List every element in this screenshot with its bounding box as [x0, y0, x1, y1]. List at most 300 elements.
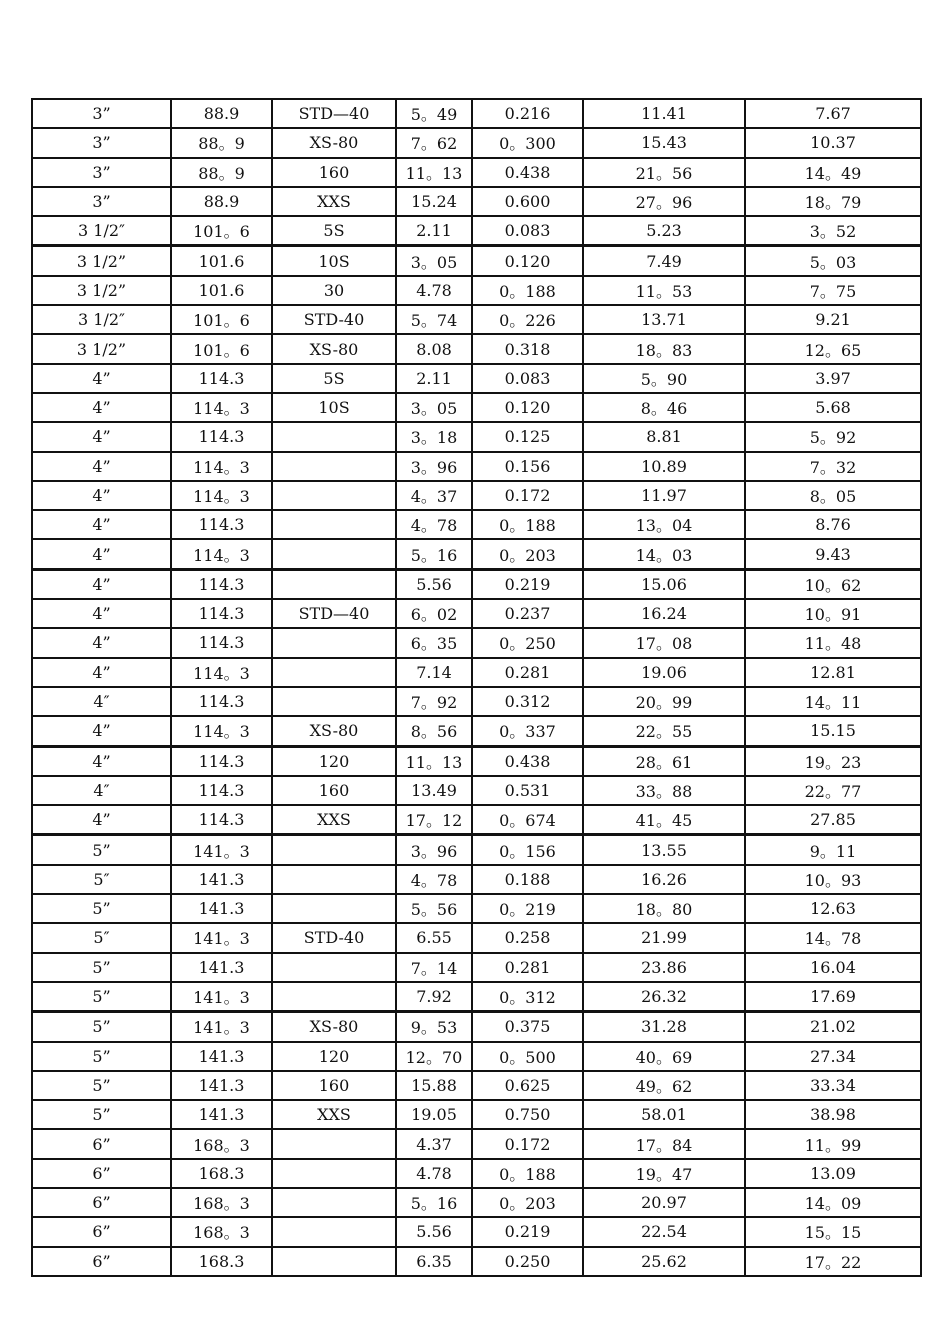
schedule-cell: XS-80 — [272, 128, 396, 157]
schedule-cell: STD—40 — [272, 599, 396, 628]
nominal-size-cell: 5” — [32, 894, 171, 923]
schedule-cell: 10S — [272, 393, 396, 422]
weight-a-cell: 5.23 — [583, 216, 745, 246]
schedule-cell: XS-80 — [272, 1012, 396, 1042]
wall-thickness-mm-cell: 7.92 — [396, 982, 472, 1012]
weight-b-cell: 27.85 — [745, 805, 921, 835]
outer-diameter-cell: 101。6 — [171, 216, 272, 246]
outer-diameter-cell: 114.3 — [171, 776, 272, 805]
nominal-size-cell: 5″ — [32, 923, 171, 952]
nominal-size-cell: 4” — [32, 805, 171, 835]
weight-a-cell: 11.97 — [583, 481, 745, 510]
wall-thickness-in-cell: 0.216 — [472, 99, 583, 128]
schedule-cell — [272, 628, 396, 657]
table-row — [32, 128, 921, 157]
outer-diameter-cell: 114.3 — [171, 805, 272, 835]
weight-b-cell: 14。49 — [745, 158, 921, 187]
weight-a-cell: 5。90 — [583, 364, 745, 393]
nominal-size-cell: 3” — [32, 99, 171, 128]
nominal-size-cell: 4” — [32, 422, 171, 451]
nominal-size-cell: 4” — [32, 628, 171, 657]
weight-b-cell: 17。22 — [745, 1247, 921, 1276]
table-row — [32, 276, 921, 305]
table-row — [32, 894, 921, 923]
wall-thickness-mm-cell: 15.24 — [396, 187, 472, 216]
schedule-cell — [272, 510, 396, 539]
weight-a-cell: 13.55 — [583, 835, 745, 865]
schedule-cell — [272, 569, 396, 599]
outer-diameter-cell: 114。3 — [171, 658, 272, 687]
weight-b-cell: 8.76 — [745, 510, 921, 539]
table-row — [32, 628, 921, 657]
wall-thickness-in-cell: 0。203 — [472, 539, 583, 569]
weight-a-cell: 20.97 — [583, 1188, 745, 1217]
schedule-cell: STD-40 — [272, 305, 396, 334]
wall-thickness-in-cell: 0.438 — [472, 158, 583, 187]
wall-thickness-in-cell: 0.120 — [472, 246, 583, 276]
weight-a-cell: 13。04 — [583, 510, 745, 539]
schedule-cell: 5S — [272, 364, 396, 393]
weight-b-cell: 10。62 — [745, 569, 921, 599]
wall-thickness-in-cell: 0.625 — [472, 1071, 583, 1100]
wall-thickness-in-cell: 0。203 — [472, 1188, 583, 1217]
table-row — [32, 805, 921, 835]
wall-thickness-in-cell: 0.438 — [472, 746, 583, 776]
wall-thickness-mm-cell: 13.49 — [396, 776, 472, 805]
outer-diameter-cell: 114。3 — [171, 481, 272, 510]
outer-diameter-cell: 141。3 — [171, 1012, 272, 1042]
nominal-size-cell: 5” — [32, 953, 171, 982]
schedule-cell — [272, 1217, 396, 1246]
schedule-cell: 160 — [272, 158, 396, 187]
nominal-size-cell: 5” — [32, 1071, 171, 1100]
weight-a-cell: 15.43 — [583, 128, 745, 157]
table-row — [32, 716, 921, 746]
table-row — [32, 246, 921, 276]
wall-thickness-in-cell: 0。250 — [472, 628, 583, 657]
outer-diameter-cell: 114.3 — [171, 599, 272, 628]
wall-thickness-in-cell: 0。312 — [472, 982, 583, 1012]
wall-thickness-mm-cell: 17。12 — [396, 805, 472, 835]
table-row — [32, 687, 921, 716]
outer-diameter-cell: 101。6 — [171, 305, 272, 334]
wall-thickness-in-cell: 0.172 — [472, 481, 583, 510]
table-row — [32, 776, 921, 805]
wall-thickness-in-cell: 0。674 — [472, 805, 583, 835]
wall-thickness-mm-cell: 5。74 — [396, 305, 472, 334]
weight-a-cell: 49。62 — [583, 1071, 745, 1100]
table-row — [32, 1159, 921, 1188]
outer-diameter-cell: 168。3 — [171, 1217, 272, 1246]
wall-thickness-in-cell: 0。337 — [472, 716, 583, 746]
wall-thickness-mm-cell: 12。70 — [396, 1042, 472, 1071]
table-row — [32, 1188, 921, 1217]
outer-diameter-cell: 141.3 — [171, 1100, 272, 1129]
wall-thickness-in-cell: 0.219 — [472, 1217, 583, 1246]
weight-b-cell: 13.09 — [745, 1159, 921, 1188]
weight-b-cell: 11。99 — [745, 1129, 921, 1158]
outer-diameter-cell: 114.3 — [171, 422, 272, 451]
schedule-cell — [272, 481, 396, 510]
wall-thickness-in-cell: 0。300 — [472, 128, 583, 157]
wall-thickness-in-cell: 0.125 — [472, 422, 583, 451]
table-row — [32, 422, 921, 451]
nominal-size-cell: 6” — [32, 1188, 171, 1217]
table-row — [32, 334, 921, 363]
nominal-size-cell: 5” — [32, 1100, 171, 1129]
schedule-cell — [272, 539, 396, 569]
weight-b-cell: 14。11 — [745, 687, 921, 716]
table-row — [32, 1129, 921, 1158]
wall-thickness-in-cell: 0.120 — [472, 393, 583, 422]
outer-diameter-cell: 141.3 — [171, 894, 272, 923]
outer-diameter-cell: 141.3 — [171, 953, 272, 982]
weight-b-cell: 9。11 — [745, 835, 921, 865]
wall-thickness-in-cell: 0.281 — [472, 658, 583, 687]
nominal-size-cell: 3 1/2” — [32, 276, 171, 305]
wall-thickness-mm-cell: 3。96 — [396, 452, 472, 481]
nominal-size-cell: 6” — [32, 1129, 171, 1158]
wall-thickness-mm-cell: 15.88 — [396, 1071, 472, 1100]
wall-thickness-mm-cell: 4。78 — [396, 865, 472, 894]
outer-diameter-cell: 114.3 — [171, 569, 272, 599]
outer-diameter-cell: 114。3 — [171, 393, 272, 422]
wall-thickness-mm-cell: 19.05 — [396, 1100, 472, 1129]
wall-thickness-mm-cell: 11。13 — [396, 158, 472, 187]
schedule-cell — [272, 894, 396, 923]
wall-thickness-mm-cell: 6。02 — [396, 599, 472, 628]
weight-b-cell: 9.43 — [745, 539, 921, 569]
outer-diameter-cell: 88.9 — [171, 187, 272, 216]
schedule-cell: XXS — [272, 187, 396, 216]
weight-a-cell: 13.71 — [583, 305, 745, 334]
wall-thickness-in-cell: 0。188 — [472, 1159, 583, 1188]
weight-b-cell: 16.04 — [745, 953, 921, 982]
weight-a-cell: 25.62 — [583, 1247, 745, 1276]
wall-thickness-in-cell: 0.375 — [472, 1012, 583, 1042]
weight-a-cell: 23.86 — [583, 953, 745, 982]
outer-diameter-cell: 114。3 — [171, 716, 272, 746]
nominal-size-cell: 4” — [32, 569, 171, 599]
table-row — [32, 158, 921, 187]
weight-a-cell: 8.81 — [583, 422, 745, 451]
table-row — [32, 746, 921, 776]
weight-b-cell: 12.81 — [745, 658, 921, 687]
weight-a-cell: 17。84 — [583, 1129, 745, 1158]
table-row — [32, 452, 921, 481]
wall-thickness-in-cell: 0.083 — [472, 216, 583, 246]
schedule-cell: STD-40 — [272, 923, 396, 952]
schedule-cell: 120 — [272, 746, 396, 776]
weight-b-cell: 27.34 — [745, 1042, 921, 1071]
outer-diameter-cell: 141。3 — [171, 835, 272, 865]
wall-thickness-mm-cell: 5。49 — [396, 99, 472, 128]
table-row — [32, 1247, 921, 1276]
wall-thickness-in-cell: 0.531 — [472, 776, 583, 805]
weight-a-cell: 27。96 — [583, 187, 745, 216]
schedule-cell — [272, 1159, 396, 1188]
weight-a-cell: 21。56 — [583, 158, 745, 187]
wall-thickness-mm-cell: 4.37 — [396, 1129, 472, 1158]
outer-diameter-cell: 101.6 — [171, 276, 272, 305]
weight-b-cell: 3。52 — [745, 216, 921, 246]
outer-diameter-cell: 114.3 — [171, 687, 272, 716]
wall-thickness-in-cell: 0.750 — [472, 1100, 583, 1129]
wall-thickness-in-cell: 0.258 — [472, 923, 583, 952]
nominal-size-cell: 3 1/2” — [32, 334, 171, 363]
nominal-size-cell: 4” — [32, 481, 171, 510]
table-row — [32, 216, 921, 246]
schedule-cell: 120 — [272, 1042, 396, 1071]
weight-b-cell: 12.63 — [745, 894, 921, 923]
nominal-size-cell: 4” — [32, 599, 171, 628]
weight-b-cell: 7。32 — [745, 452, 921, 481]
wall-thickness-in-cell: 0.188 — [472, 865, 583, 894]
nominal-size-cell: 5” — [32, 1012, 171, 1042]
nominal-size-cell: 3” — [32, 158, 171, 187]
schedule-cell — [272, 1188, 396, 1217]
nominal-size-cell: 4” — [32, 658, 171, 687]
weight-a-cell: 10.89 — [583, 452, 745, 481]
weight-b-cell: 38.98 — [745, 1100, 921, 1129]
schedule-cell — [272, 982, 396, 1012]
schedule-cell: XS-80 — [272, 334, 396, 363]
table-row — [32, 481, 921, 510]
weight-b-cell: 15。15 — [745, 1217, 921, 1246]
nominal-size-cell: 5” — [32, 1042, 171, 1071]
wall-thickness-mm-cell: 11。13 — [396, 746, 472, 776]
wall-thickness-in-cell: 0.083 — [472, 364, 583, 393]
wall-thickness-mm-cell: 3。18 — [396, 422, 472, 451]
weight-a-cell: 11.41 — [583, 99, 745, 128]
wall-thickness-mm-cell: 9。53 — [396, 1012, 472, 1042]
wall-thickness-mm-cell: 7。14 — [396, 953, 472, 982]
table-row — [32, 1012, 921, 1042]
nominal-size-cell: 4” — [32, 393, 171, 422]
weight-b-cell: 14。78 — [745, 923, 921, 952]
weight-a-cell: 40。69 — [583, 1042, 745, 1071]
weight-b-cell: 11。48 — [745, 628, 921, 657]
schedule-cell: 160 — [272, 1071, 396, 1100]
table-row — [32, 510, 921, 539]
wall-thickness-in-cell: 0.281 — [472, 953, 583, 982]
weight-b-cell: 17.69 — [745, 982, 921, 1012]
table-row — [32, 982, 921, 1012]
wall-thickness-mm-cell: 3。05 — [396, 246, 472, 276]
nominal-size-cell: 5″ — [32, 865, 171, 894]
schedule-cell — [272, 422, 396, 451]
outer-diameter-cell: 114。3 — [171, 539, 272, 569]
nominal-size-cell: 3 1/2” — [32, 246, 171, 276]
nominal-size-cell: 4” — [32, 510, 171, 539]
nominal-size-cell: 3 1/2″ — [32, 216, 171, 246]
nominal-size-cell: 4” — [32, 746, 171, 776]
outer-diameter-cell: 114.3 — [171, 628, 272, 657]
weight-a-cell: 16.24 — [583, 599, 745, 628]
outer-diameter-cell: 141。3 — [171, 982, 272, 1012]
wall-thickness-mm-cell: 7。92 — [396, 687, 472, 716]
table-row — [32, 835, 921, 865]
table-row — [32, 569, 921, 599]
schedule-cell: 160 — [272, 776, 396, 805]
wall-thickness-in-cell: 0.237 — [472, 599, 583, 628]
table-row — [32, 393, 921, 422]
wall-thickness-mm-cell: 4.78 — [396, 276, 472, 305]
weight-b-cell: 7.67 — [745, 99, 921, 128]
weight-b-cell: 18。79 — [745, 187, 921, 216]
outer-diameter-cell: 168.3 — [171, 1247, 272, 1276]
wall-thickness-mm-cell: 8.08 — [396, 334, 472, 363]
weight-a-cell: 58.01 — [583, 1100, 745, 1129]
outer-diameter-cell: 101.6 — [171, 246, 272, 276]
nominal-size-cell: 3” — [32, 187, 171, 216]
table-row — [32, 187, 921, 216]
weight-b-cell: 10.37 — [745, 128, 921, 157]
weight-b-cell: 22。77 — [745, 776, 921, 805]
weight-a-cell: 11。53 — [583, 276, 745, 305]
wall-thickness-in-cell: 0.312 — [472, 687, 583, 716]
wall-thickness-mm-cell: 8。56 — [396, 716, 472, 746]
weight-b-cell: 10。93 — [745, 865, 921, 894]
weight-a-cell: 17。08 — [583, 628, 745, 657]
schedule-cell — [272, 452, 396, 481]
weight-a-cell: 7.49 — [583, 246, 745, 276]
outer-diameter-cell: 141。3 — [171, 923, 272, 952]
table-row — [32, 364, 921, 393]
wall-thickness-mm-cell: 5。56 — [396, 894, 472, 923]
outer-diameter-cell: 114.3 — [171, 510, 272, 539]
wall-thickness-mm-cell: 2.11 — [396, 364, 472, 393]
schedule-cell: XXS — [272, 1100, 396, 1129]
outer-diameter-cell: 88.9 — [171, 99, 272, 128]
weight-b-cell: 12。65 — [745, 334, 921, 363]
wall-thickness-mm-cell: 6。35 — [396, 628, 472, 657]
wall-thickness-mm-cell: 6.55 — [396, 923, 472, 952]
weight-b-cell: 14。09 — [745, 1188, 921, 1217]
weight-a-cell: 26.32 — [583, 982, 745, 1012]
wall-thickness-in-cell: 0。188 — [472, 510, 583, 539]
schedule-cell — [272, 835, 396, 865]
outer-diameter-cell: 168。3 — [171, 1188, 272, 1217]
nominal-size-cell: 5” — [32, 835, 171, 865]
weight-a-cell: 31.28 — [583, 1012, 745, 1042]
schedule-cell — [272, 687, 396, 716]
wall-thickness-mm-cell: 5.56 — [396, 1217, 472, 1246]
outer-diameter-cell: 101。6 — [171, 334, 272, 363]
wall-thickness-mm-cell: 3。05 — [396, 393, 472, 422]
outer-diameter-cell: 168。3 — [171, 1129, 272, 1158]
wall-thickness-in-cell: 0.318 — [472, 334, 583, 363]
weight-a-cell: 8。46 — [583, 393, 745, 422]
outer-diameter-cell: 114。3 — [171, 452, 272, 481]
weight-b-cell: 5。92 — [745, 422, 921, 451]
table-row — [32, 953, 921, 982]
nominal-size-cell: 4″ — [32, 687, 171, 716]
table-row — [32, 658, 921, 687]
weight-a-cell: 22.54 — [583, 1217, 745, 1246]
weight-b-cell: 33.34 — [745, 1071, 921, 1100]
nominal-size-cell: 6” — [32, 1217, 171, 1246]
weight-b-cell: 15.15 — [745, 716, 921, 746]
weight-a-cell: 15.06 — [583, 569, 745, 599]
wall-thickness-in-cell: 0.600 — [472, 187, 583, 216]
nominal-size-cell: 4” — [32, 539, 171, 569]
weight-b-cell: 9.21 — [745, 305, 921, 334]
wall-thickness-mm-cell: 3。96 — [396, 835, 472, 865]
table-row — [32, 1217, 921, 1246]
weight-b-cell: 5。03 — [745, 246, 921, 276]
weight-a-cell: 22。55 — [583, 716, 745, 746]
weight-a-cell: 28。61 — [583, 746, 745, 776]
table-row — [32, 1042, 921, 1071]
outer-diameter-cell: 168.3 — [171, 1159, 272, 1188]
weight-b-cell: 19。23 — [745, 746, 921, 776]
weight-a-cell: 14。03 — [583, 539, 745, 569]
weight-b-cell: 7。75 — [745, 276, 921, 305]
wall-thickness-mm-cell: 4。78 — [396, 510, 472, 539]
schedule-cell — [272, 865, 396, 894]
outer-diameter-cell: 114.3 — [171, 746, 272, 776]
schedule-cell — [272, 1129, 396, 1158]
schedule-cell: STD—40 — [272, 99, 396, 128]
weight-a-cell: 41。45 — [583, 805, 745, 835]
outer-diameter-cell: 114.3 — [171, 364, 272, 393]
schedule-cell: 30 — [272, 276, 396, 305]
nominal-size-cell: 4” — [32, 716, 171, 746]
table-row — [32, 305, 921, 334]
weight-a-cell: 33。88 — [583, 776, 745, 805]
weight-b-cell: 5.68 — [745, 393, 921, 422]
table-row — [32, 99, 921, 128]
wall-thickness-in-cell: 0。226 — [472, 305, 583, 334]
schedule-cell: 5S — [272, 216, 396, 246]
table-row — [32, 599, 921, 628]
weight-a-cell: 18。80 — [583, 894, 745, 923]
nominal-size-cell: 4” — [32, 364, 171, 393]
table-row — [32, 1100, 921, 1129]
wall-thickness-mm-cell: 4。37 — [396, 481, 472, 510]
weight-a-cell: 18。83 — [583, 334, 745, 363]
nominal-size-cell: 3 1/2″ — [32, 305, 171, 334]
wall-thickness-in-cell: 0。156 — [472, 835, 583, 865]
wall-thickness-mm-cell: 5。16 — [396, 1188, 472, 1217]
wall-thickness-mm-cell: 4.78 — [396, 1159, 472, 1188]
weight-a-cell: 20。99 — [583, 687, 745, 716]
nominal-size-cell: 6” — [32, 1247, 171, 1276]
nominal-size-cell: 5” — [32, 982, 171, 1012]
outer-diameter-cell: 88。9 — [171, 128, 272, 157]
schedule-cell — [272, 658, 396, 687]
table-row — [32, 865, 921, 894]
outer-diameter-cell: 141.3 — [171, 865, 272, 894]
weight-a-cell: 16.26 — [583, 865, 745, 894]
outer-diameter-cell: 141.3 — [171, 1071, 272, 1100]
nominal-size-cell: 4″ — [32, 776, 171, 805]
table-row — [32, 923, 921, 952]
wall-thickness-mm-cell: 7.14 — [396, 658, 472, 687]
outer-diameter-cell: 88。9 — [171, 158, 272, 187]
wall-thickness-in-cell: 0.172 — [472, 1129, 583, 1158]
weight-b-cell: 21.02 — [745, 1012, 921, 1042]
weight-b-cell: 8。05 — [745, 481, 921, 510]
wall-thickness-in-cell: 0。219 — [472, 894, 583, 923]
table-row — [32, 1071, 921, 1100]
weight-a-cell: 19。47 — [583, 1159, 745, 1188]
table-row — [32, 539, 921, 569]
schedule-cell: 10S — [272, 246, 396, 276]
weight-b-cell: 3.97 — [745, 364, 921, 393]
weight-b-cell: 10。91 — [745, 599, 921, 628]
